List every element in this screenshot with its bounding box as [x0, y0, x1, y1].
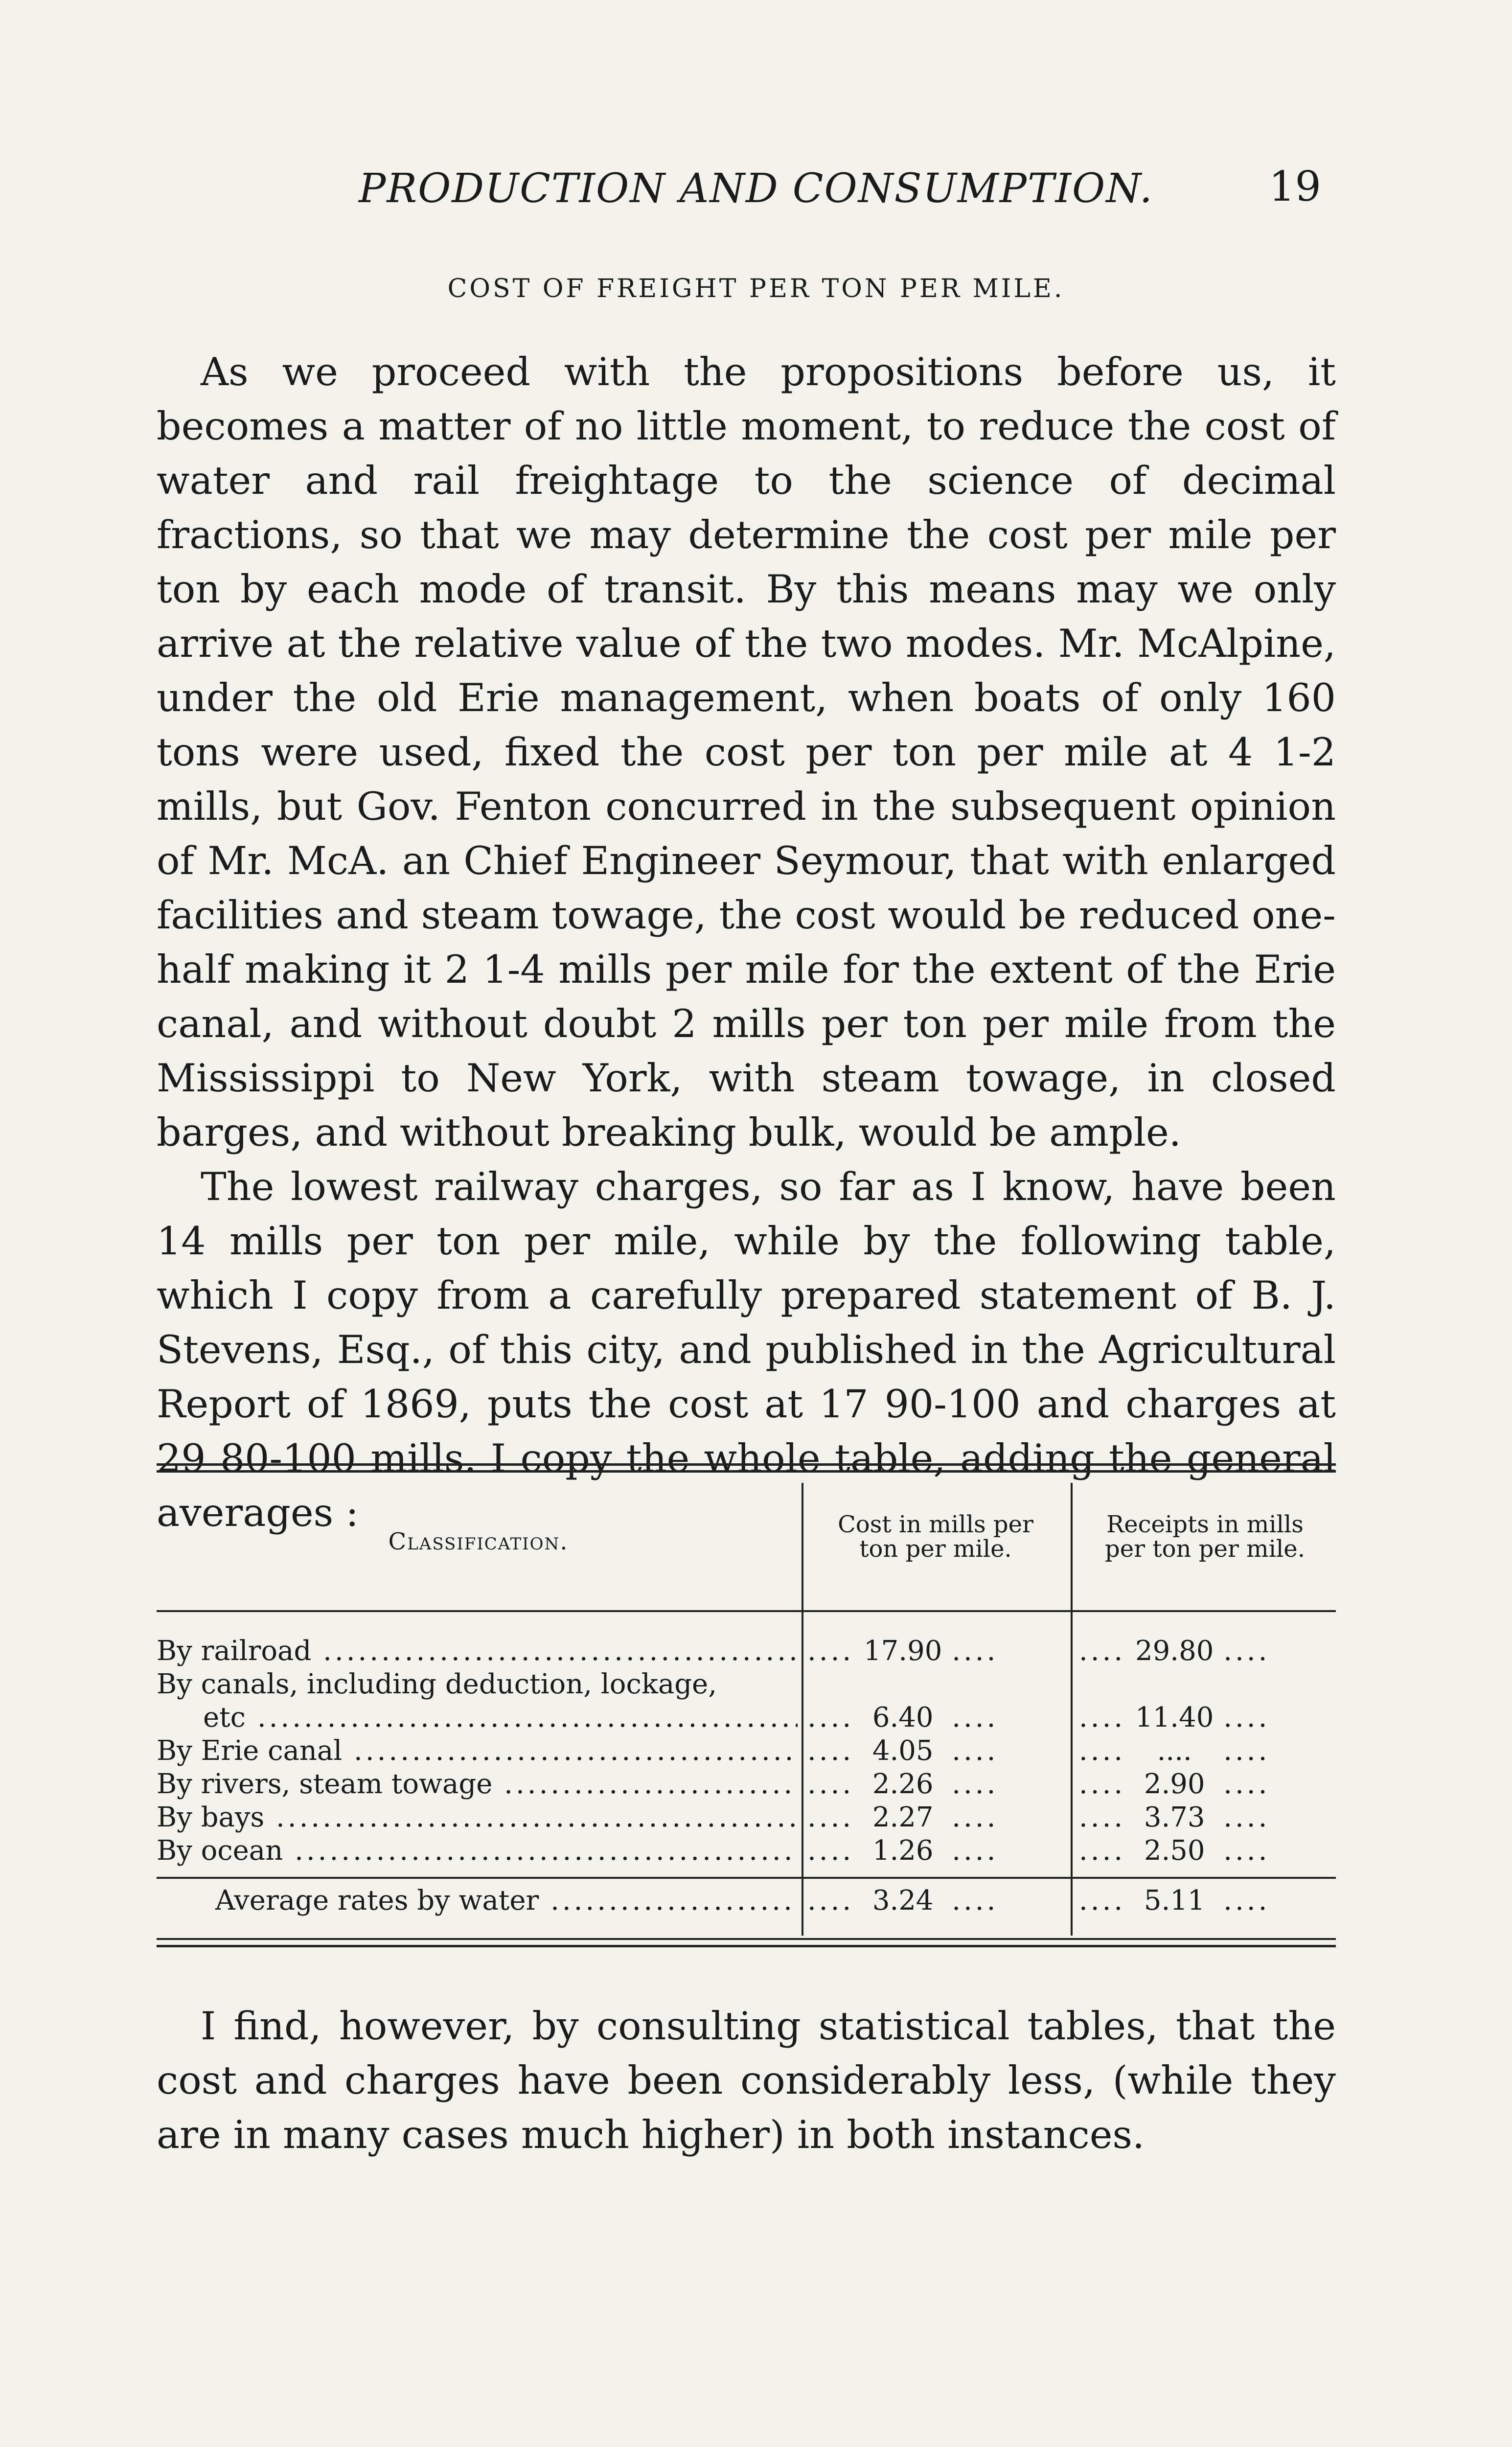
table-row: [157, 1801, 1336, 1834]
freight-table: [157, 1463, 1336, 1948]
paragraph-1: As we proceed with the propositions before us, it becomes a matter of no little moment, to reduce the cost of water and rail freightage to the science of decimal fractions, so that we may determine the cost per mile per ton by each mode of transit. By this means may we only arrive at the relative value of the two modes. Mr. McAlpine, under the old Erie management, when boats of only 160 tons were used, fixed the cost per ton per mile at 4 1-2 mills, but Gov. Fenton concurred in the subsequent opinion of Mr. McA. an Chief Engineer Seymour, that with enlarged facilities and steam towage, the cost would be reduced one-half making it 2 1-4 mills per mile for the extent of the Erie canal, and without doubt 2 mills per ton per mile from the Mississippi to New York, with steam towage, in closed barges, and without breaking bulk, would be ample.: [157, 349, 1336, 1155]
row-receipts: .... 11.40 ....: [1079, 1702, 1270, 1733]
row-receipts: .... 2.90 ....: [1079, 1768, 1270, 1800]
average-rule: [157, 1877, 1071, 1879]
header-classification: Classification.: [388, 1528, 569, 1555]
row-receipts: .... 29.80 ....: [1079, 1635, 1270, 1667]
header-cost-line2: ton per mile.: [859, 1535, 1012, 1563]
row-label: By rivers, steam towage .....: [157, 1768, 798, 1801]
section-title: COST OF FREIGHT PER TON PER MILE.: [447, 274, 1065, 303]
header-receipts: [1074, 1512, 1336, 1561]
average-cost: .... 3.24 ....: [807, 1885, 999, 1916]
header-cost: [803, 1512, 1068, 1561]
header-receipts-line1: Receipts in mills: [1106, 1511, 1304, 1538]
table-row: [157, 1668, 1336, 1701]
table-body: [157, 1635, 1336, 1868]
row-label: etc .....: [157, 1701, 798, 1734]
average-receipts: .... 5.11 ....: [1079, 1885, 1270, 1916]
table-bottom-rule: [157, 1938, 1336, 1940]
table-bottom-rule-2: [157, 1945, 1336, 1947]
average-label: Average rates by water .....: [157, 1884, 798, 1917]
page-number: 19: [1269, 162, 1321, 210]
row-cost: .... 2.26 ....: [807, 1768, 999, 1800]
average-row: [157, 1884, 1336, 1917]
row-cost: .... 2.27 ....: [807, 1801, 999, 1833]
table-row: [157, 1834, 1336, 1868]
row-receipts: .... 3.73 ....: [1079, 1801, 1270, 1833]
header-cost-line1: Cost in mills per: [838, 1511, 1033, 1538]
table-row: [157, 1734, 1336, 1768]
row-receipts: .... .... ....: [1079, 1735, 1270, 1767]
paragraph-3: I find, however, by consulting statistical tables, that the cost and charges have been considerably less, (while they are in many cases much higher) in both instances.: [157, 2004, 1336, 2157]
table-row: [157, 1635, 1336, 1668]
row-label: By canals, including deduction, lockage,: [157, 1668, 717, 1700]
table-top-rule-2: [157, 1470, 1336, 1473]
table-top-rule: [157, 1463, 1336, 1466]
running-head: PRODUCTION AND CONSUMPTION.: [359, 165, 1153, 212]
row-receipts: .... 2.50 ....: [1079, 1835, 1270, 1867]
row-label: By ocean .....: [157, 1834, 798, 1868]
row-cost: .... 17.90 ....: [807, 1635, 999, 1667]
row-label: By bays .....: [157, 1801, 798, 1834]
row-cost: .... 4.05 ....: [807, 1735, 999, 1767]
body-text-bottom: [157, 1999, 1336, 2162]
average-rule-right: [1073, 1877, 1336, 1879]
header-receipts-line2: per ton per mile.: [1105, 1535, 1305, 1563]
paragraph-2: The lowest railway charges, so far as I know, have been 14 mills per ton per mile, while by the following table, which I copy from a carefully prepared statement of B. J. Stevens, Esq., of this city, and published in the Agricultural Report of 1869, puts the cost at 17 90-100 and charges at 29 80-100 mills. I copy the whole table, adding the general averages :: [157, 1164, 1336, 1535]
body-text-top: [157, 345, 1336, 1540]
table-row: [157, 1768, 1336, 1801]
row-label: By Erie canal .....: [157, 1734, 798, 1768]
row-cost: .... 1.26 ....: [807, 1835, 999, 1867]
header-rule: [157, 1610, 1336, 1612]
row-label: By railroad .....: [157, 1635, 798, 1668]
table-row: [157, 1701, 1336, 1734]
row-cost: .... 6.40 ....: [807, 1702, 999, 1733]
